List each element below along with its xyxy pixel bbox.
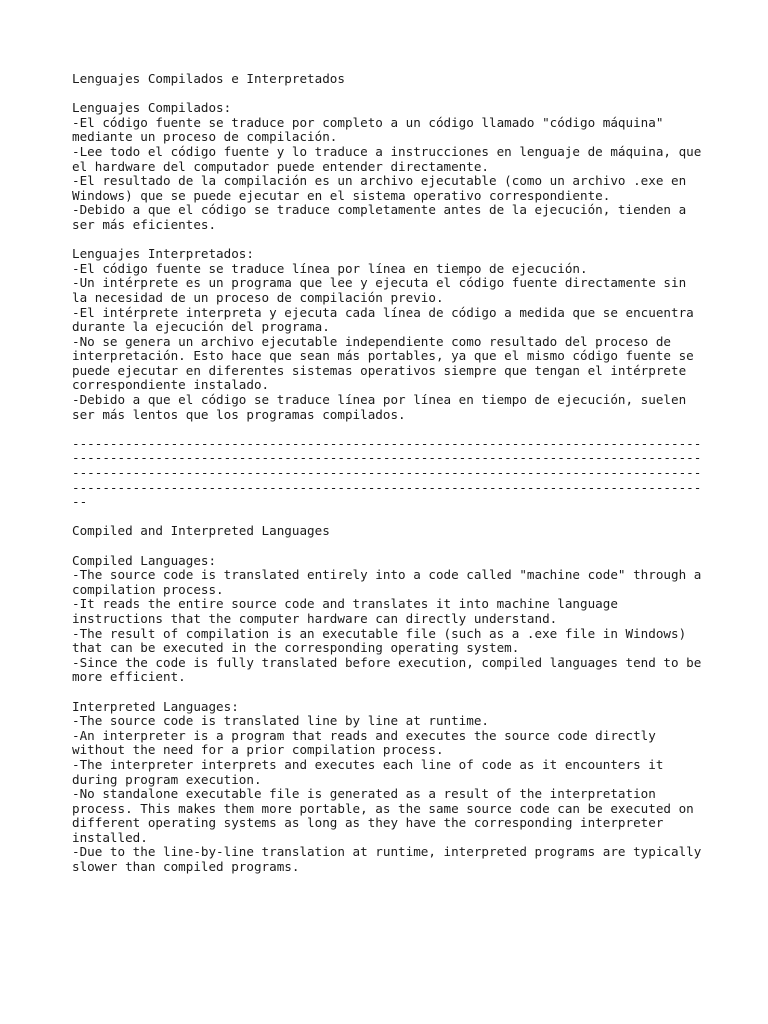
text-line: ser más eficientes. <box>72 216 217 232</box>
text-line: instructions that the computer hardware can directly understand. <box>72 610 558 626</box>
spanish-compiled-block <box>72 101 712 232</box>
text-line: el hardware del computador puede entender directamente. <box>72 158 490 174</box>
text-line: -Since the code is fully translated before execution, compiled languages tend to be <box>72 654 702 670</box>
text-line: la necesidad de un proceso de compilación previo. <box>72 289 444 305</box>
text-line: ser más lentos que los programas compilados. <box>72 406 406 422</box>
text-line: -Lee todo el código fuente y lo traduce a instrucciones en lenguaje de máquina, que <box>72 143 702 159</box>
english-interpreted-block <box>72 700 712 875</box>
text-line: correspondiente instalado. <box>72 377 270 393</box>
text-line: interpretación. Esto hace que sean más portables, ya que el mismo código fuente se <box>72 348 694 364</box>
spanish-section <box>72 72 712 422</box>
english-compiled-heading: Compiled Languages: <box>72 552 217 568</box>
text-line: -The source code is translated line by line at runtime. <box>72 713 490 729</box>
text-line: -The result of compilation is an executable file (such as a .exe file in Windows) <box>72 625 687 641</box>
text-line: without the need for a prior compilation process. <box>72 742 444 758</box>
spanish-interpreted-heading: Lenguajes Interpretados: <box>72 246 254 262</box>
text-line: -El resultado de la compilación es un archivo ejecutable (como un archivo .exe en <box>72 173 687 189</box>
spacer <box>72 87 712 102</box>
divider-line: ----------------------------------------------------------------------------------- <box>72 479 702 495</box>
text-line: -El intérprete interpreta y ejecuta cada línea de código a medida que se encuentra <box>72 304 694 320</box>
divider-line: ----------------------------------------------------------------------------------- <box>72 435 702 451</box>
spacer <box>72 539 712 554</box>
text-line: -El código fuente se traduce línea por línea en tiempo de ejecución. <box>72 260 588 276</box>
text-line: -Debido a que el código se traduce completamente antes de la ejecución, tienden a <box>72 202 687 218</box>
spanish-title: Lenguajes Compilados e Interpretados <box>72 71 345 86</box>
divider-line: ----------------------------------------------------------------------------------- <box>72 465 702 481</box>
text-line: during program execution. <box>72 771 262 787</box>
text-line: -No se genera un archivo ejecutable independiente como resultado del proceso de <box>72 333 671 349</box>
text-line: -The interpreter interprets and executes each line of code as it encounters it <box>72 756 664 772</box>
text-line: different operating systems as long as they have the corresponding interpreter <box>72 815 664 831</box>
text-line: that can be executed in the corresponding operating system. <box>72 640 520 656</box>
document-page <box>72 72 712 875</box>
text-line: slower than compiled programs. <box>72 859 300 875</box>
text-line: -An interpreter is a program that reads and executes the source code directly <box>72 727 656 743</box>
english-section <box>72 524 712 874</box>
english-title: Compiled and Interpreted Languages <box>72 523 330 539</box>
spanish-compiled-heading: Lenguajes Compilados: <box>72 100 232 116</box>
text-line: more efficient. <box>72 669 186 685</box>
divider-line: ----------------------------------------------------------------------------------- <box>72 450 702 466</box>
text-line: -It reads the entire source code and translates it into machine language <box>72 596 618 612</box>
text-line: mediante un proceso de compilación. <box>72 129 338 145</box>
english-interpreted-heading: Interpreted Languages: <box>72 698 239 714</box>
text-line: -The source code is translated entirely into a code called "machine code" through a <box>72 567 702 583</box>
text-line: compilation process. <box>72 581 224 597</box>
divider-line: -- <box>72 494 88 510</box>
spacer <box>72 510 712 525</box>
text-line: -Un intérprete es un programa que lee y ejecuta el código fuente directamente sin <box>72 275 687 291</box>
spacer <box>72 685 712 700</box>
text-line: -Debido a que el código se traduce línea por línea en tiempo de ejecución, suelen <box>72 392 687 408</box>
spacer <box>72 422 712 437</box>
text-line: process. This makes them more portable, as the same source code can be executed on <box>72 800 694 816</box>
text-line: Windows) que se puede ejecutar en el sistema operativo correspondiente. <box>72 187 611 203</box>
text-line: -Due to the line-by-line translation at runtime, interpreted programs are typically <box>72 844 702 860</box>
text-line: puede ejecutar en diferentes sistemas operativos siempre que tengan el intérprete <box>72 362 687 378</box>
english-compiled-block <box>72 554 712 685</box>
spacer <box>72 233 712 248</box>
text-line: -El código fuente se traduce por completo a un código llamado "código máquina" <box>72 114 664 130</box>
text-line: installed. <box>72 829 148 845</box>
spanish-interpreted-block <box>72 247 712 422</box>
text-line: -No standalone executable file is generated as a result of the interpretation <box>72 786 656 802</box>
text-line: durante la ejecución del programa. <box>72 319 330 335</box>
dashed-divider <box>72 437 712 510</box>
